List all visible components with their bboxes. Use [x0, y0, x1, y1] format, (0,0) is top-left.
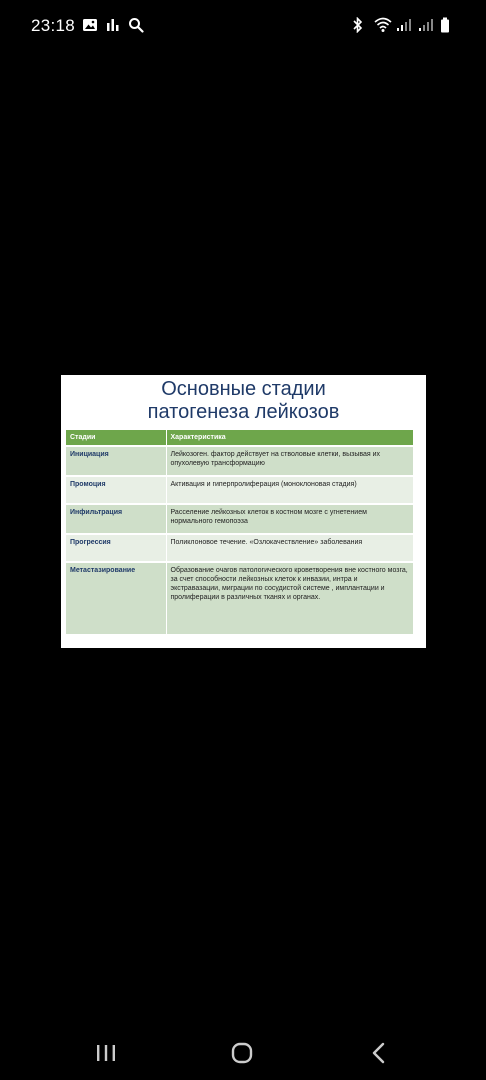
cell-signal-icon: [396, 17, 412, 33]
status-left-icons: [82, 17, 144, 33]
stage-name: Прогрессия: [66, 534, 166, 562]
stage-description: Расселение лейкозных клеток в костном мозге с угнетением нормального гемопоэза: [166, 504, 413, 534]
stage-name: Инициация: [66, 446, 166, 476]
table-row: [66, 534, 413, 562]
table-header-stage: Стадии: [66, 430, 166, 446]
slide-title-line1: Основные стадии: [161, 378, 326, 400]
stage-description: Поликлоновое течение. «Озлокачествление» заболевания: [166, 534, 413, 562]
table-header-characteristic: Характеристика: [166, 430, 413, 446]
image-icon: [82, 17, 98, 33]
table-row: [66, 476, 413, 504]
wifi-icon: [374, 17, 390, 33]
back-button[interactable]: [364, 1038, 394, 1068]
battery-icon: [440, 17, 456, 33]
stage-description: Лейкозоген. фактор действует на стволовые клетки, вызывая их опухолевую трансформацию: [166, 446, 413, 476]
table-row: [66, 562, 413, 634]
signal-bars-icon: [105, 17, 121, 33]
stage-name: Метастазирование: [66, 562, 166, 634]
bluetooth-icon: [352, 17, 368, 33]
slide-image: [61, 375, 426, 648]
stage-description: Образование очагов патологического кроветворения вне костного мозга, за счет способности лейкозных клеток к инвазии, интра и экстравазации, миграции по сосудистой системе , имплантации и пролиферации в различных тканях и органах.: [166, 562, 413, 634]
status-bar: [0, 0, 486, 56]
stage-name: Инфильтрация: [66, 504, 166, 534]
status-right-icons: [352, 17, 456, 33]
stages-table: [66, 430, 414, 634]
recent-apps-icon: [95, 1043, 117, 1063]
search-icon: [128, 17, 144, 33]
table-row: [66, 504, 413, 534]
recent-apps-button[interactable]: [91, 1038, 121, 1068]
slide-title: [61, 378, 426, 424]
stage-name: Промоция: [66, 476, 166, 504]
status-time: 23:18: [31, 16, 76, 35]
navigation-bar: [0, 1024, 486, 1080]
slide-title-line2: патогенеза лейкозов: [147, 401, 340, 423]
table-row: [66, 446, 413, 476]
home-icon: [230, 1041, 254, 1065]
stage-description: Активация и гиперпролиферация (моноклоновая стадия): [166, 476, 413, 504]
home-button[interactable]: [227, 1038, 257, 1068]
cell-signal-icon: [418, 17, 434, 33]
back-icon: [371, 1042, 387, 1064]
table-header-row: [66, 430, 413, 446]
